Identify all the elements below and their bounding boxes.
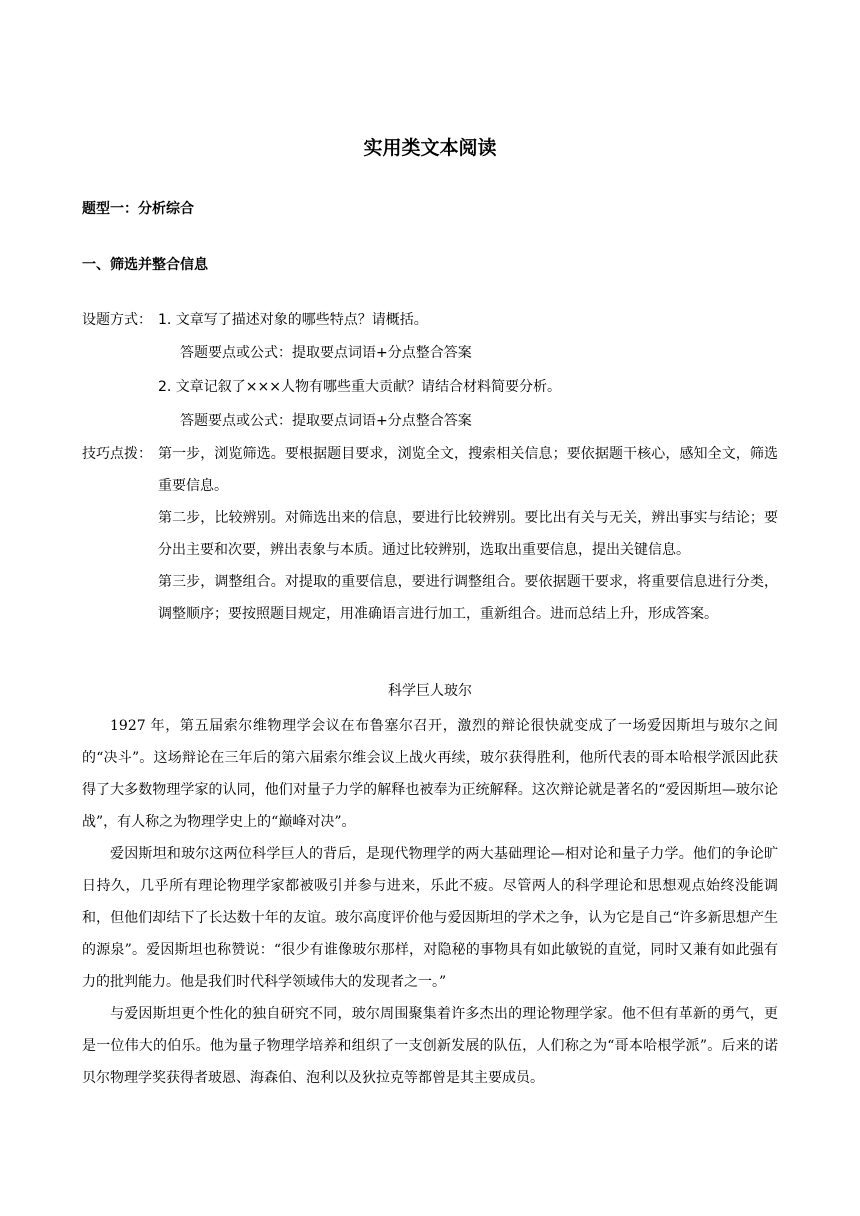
article-paragraph-3: 与爱因斯坦更个性化的独自研究不同，玻尔周围聚集着许多杰出的理论物理学家。他不但有革新的勇气，更是一位伟大的伯乐。他为量子物理学培养和组织了一支创新发展的队伍，人们称之为“哥本哈根学派”。后来的诺贝尔物理学奖获得者玻恩、海森伯、泡利以及狄拉克等都曾是其主要成员。 [82,1006,778,1086]
section-heading-type: 题型一：分析综合 [82,201,194,217]
tips-step-1: 第一步，浏览筛选。要根据题目要求，浏览全文，搜索相关信息；要依据题干核心，感知全文，筛选重要信息。 [158,446,778,494]
setup-question-1: 1. 文章写了描述对象的哪些特点？请概括。 [158,312,428,328]
tips-block [82,438,778,630]
section-heading-filter: 一、筛选并整合信息 [82,257,208,273]
page-title: 实用类文本阅读 [363,137,497,159]
setup-label: 设题方式： [82,312,152,328]
article-paragraph-1: 1927 年，第五届索尔维物理学会议在布鲁塞尔召开，激烈的辩论很快就变成了一场爱因斯坦与玻尔之间的“决斗”。这场辩论在三年后的第六届索尔维会议上战火再续，玻尔获得胜利，他所代表的哥本哈根学派因此获得了大多数物理学家的认同，他们对量子力学的解释也被奉为正统解释。这次辩论就是著名的“爱因斯坦—玻尔论战”，有人称之为物理学史上的“巅峰对决”。 [82,718,778,830]
tips-step-3: 第三步，调整组合。对提取的重要信息，要进行调整组合。要依据题干要求，将重要信息进行分类，调整顺序；要按照题目规定，用准确语言进行加工，重新组合。进而总结上升，形成答案。 [158,574,778,622]
setup-question-2: 2. 文章记叙了×××人物有哪些重大贡献？请结合材料简要分析。 [158,379,561,395]
tips-label: 技巧点拨： [82,446,152,462]
setup-answer-2: 答题要点或公式：提取要点词语+分点整合答案 [180,413,472,429]
article-title: 科学巨人玻尔 [388,683,472,699]
article-body [82,710,778,1094]
setup-answer-1: 答题要点或公式：提取要点词语+分点整合答案 [180,345,472,361]
article-paragraph-2: 爱因斯坦和玻尔这两位科学巨人的背后，是现代物理学的两大基础理论—相对论和量子力学。他们的争论旷日持久，几乎所有理论物理学家都被吸引并参与进来，乐此不疲。尽管两人的科学理论和思想观点始终没能调和，但他们却结下了长达数十年的友谊。玻尔高度评价他与爱因斯坦的学术之争，认为它是自己“许多新思想产生的源泉”。爱因斯坦也称赞说：“很少有谁像玻尔那样，对隐秘的事物具有如此敏锐的直觉，同时又兼有如此强有力的批判能力。他是我们时代科学领域伟大的发现者之一。” [82,846,778,990]
tips-step-2: 第二步，比较辨别。对筛选出来的信息，要进行比较辨别。要比出有关与无关，辨出事实与结论；要分出主要和次要，辨出表象与本质。通过比较辨别，选取出重要信息，提出关键信息。 [158,510,778,558]
